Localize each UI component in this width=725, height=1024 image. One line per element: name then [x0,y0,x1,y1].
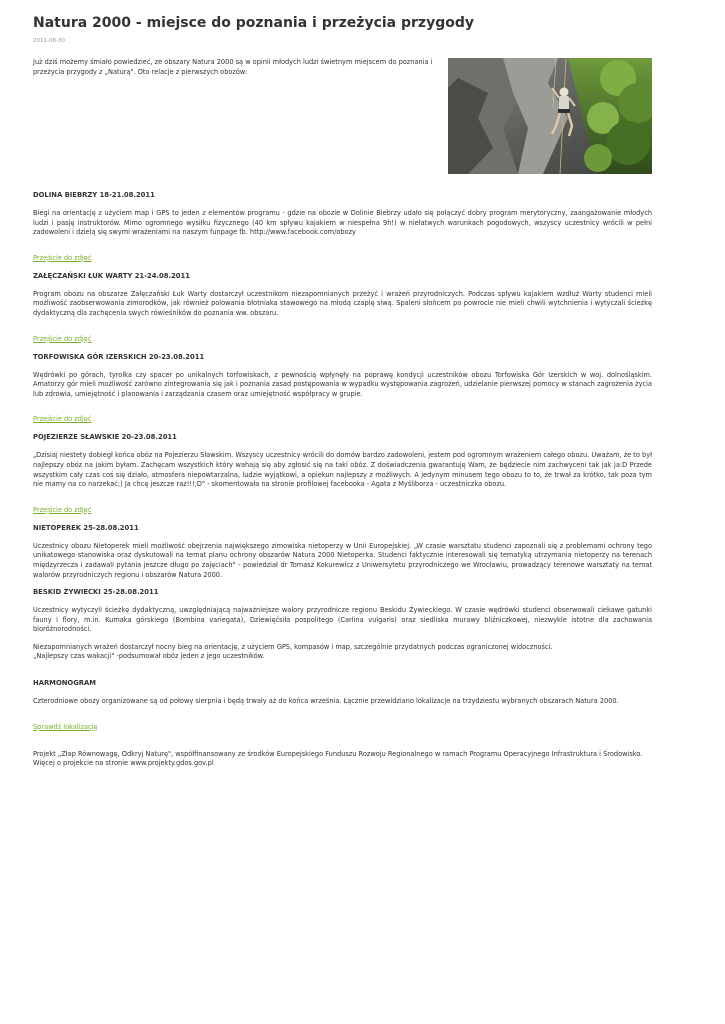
section-text: Uczestnicy wytyczyli ścieżkę dydaktyczną, uwzględniającą najważniejsze walory przyrodnicze regionu Beskidu Żywieckiego. W czasie wędrówki studenci obserwowali ciekawe gatunki fauny i flory, m.in. Kumaka górskiego (Bombina variegata), Dziewięćsiła pospolitego (Carlina vulgaris) oraz siedliska murawy bliźniczkowej, niezwykle istotne dla zachowania bioróżnorodności. [33,606,652,634]
footer-line-1: Projekt „Złap Równowagę, Odkryj Naturę", współfinansowany ze środków Europejskiego Funduszu Rozwoju Regionalnego w ramach Programu Operacyjnego Infrastruktura i Środowisko. [33,749,643,758]
section-title: POJEZIERZE SŁAWSKIE 20-23.08.2011 [33,433,177,442]
section-title: HARMONOGRAM [33,679,97,688]
section-harmonogram [33,679,652,733]
page-title: Natura 2000 - miejsce do poznania i przeżycia przygody [33,15,474,31]
project-footer [33,750,652,769]
section-title: TORFOWISKA GÓR IZERSKICH 20-23.08.2011 [33,352,205,361]
intro-paragraph: Już dziś możemy śmiało powiedzieć, ze obszary Natura 2000 są w opinii młodych ludzi świetnym miejscem do poznania i przeżycia przygody z „Naturą". Oto relacje z pierwszych obozów: [33,58,433,76]
climbing-photo-illustration [448,58,652,174]
content [33,191,652,769]
publish-date: 2011-08-30 [33,38,65,44]
section-nietoperek [33,524,652,580]
section-title: BESKID ŻYWIECKI 25-28.08.2011 [33,588,159,597]
section-title: NIETOPEREK 25-28.08.2011 [33,523,139,532]
article-photo [448,58,652,174]
section-text: Wędrówki po górach, tyrolka czy spacer po unikalnych torfowiskach, z pewnością wpłynęły na poprawę kondycji uczestników obozu Torfowiska Gór Izerskich w woj. dolnośląskim. Amatorzy gór mieli możliwość zarówno zintegrowania się jak i poznania zasad postępowania w wypadku występowania zagrożeń, udzielanie pierwszej pomocy w stanach zagrożenia życia lub zdrowia, umiejętność i planowania i zarządzania czasem oraz umiejętność współpracy w grupie. [33,370,652,398]
section-title: ZAŁĘCZAŃSKI ŁUK WARTY 21-24.08.2011 [33,271,190,280]
section-title: DOLINA BIEBRZY 18-21.08.2011 [33,191,155,199]
section-text-2: Niezapomnianych wrażeń dostarczył nocny bieg na orientację, z użyciem GPS, kompasów i map, szczególnie przydatnych podczas ograniczonej widoczności. [33,642,553,651]
photos-link[interactable]: Przejście do zdjęć [33,505,92,514]
photos-link[interactable]: Przejście do zdjęć [33,253,92,262]
section-text: Biegi na orientację z użyciem map i GPS to jeden z elementów programu - gdzie na obozie w Dolinie Biebrzy udało się połączyć dobry program merytoryczny, zaangażowanie młodych ludzi i pasję instruktorów. Mimo ogromnego wysiłku fizycznego (40 km spływu kajakiem w niespełna 9h!) w niełatwych warunkach pogodowych, wszyscy uczestnicy wrócili w pełni zadowoleni i dzielą się swymi wrażeniami na naszym funpage fb. http://www.facebook.com/obozy [33,209,652,237]
photos-link[interactable]: Przejście do zdjęć [33,415,92,424]
check-locations-link[interactable]: Sprawdź lokalizację [33,722,98,731]
section-dolina-biebrzy [33,191,652,264]
section-text: Program obozu na obszarze Załęczański Łuk Warty dostarczył uczestnikom niezapomnianych przeżyć i wrażeń przyrodniczych. Podczas spływu kajakiem wzdłuż Warty studenci mieli możliwość zaobserwowania zimorodków, jak również polowania błotniaka stawowego na młodą czaplę siwą. Spaleni słońcem po powrocie nie mieli chwili wytchnienia i wytyczali ścieżkę dydaktyczną dla zachęcenia swych rówieśników do poznania ww. obszaru. [33,289,652,317]
section-beskid-zywiecki [33,588,652,662]
section-text: „Dzisiaj niestety dobiegł końca obóz na Pojezierzu Sławskim. Wszyscy uczestnicy wrócili do domów bardzo zadowoleni, jestem pod ogromnym wrażeniem całego obozu. Uważam, że to był najlepszy obóz na jakim byłam. Zachęcam wszystkich który wahają się aby zgłosić się na taki obóz. Z doświadczenia gwarantuję Wam, że będziecie nim zachwyceni tak jak ja:D Przede wszystkim cały czas coś się działo, atmosfera niepowtarzalna, ludzie wyjątkowi, a opiekun najlepszy z możliwych. A jedynym minusem tego obozu to to, że trwał za krótko, tak poza tym nie mamy na co narzekać;) Ja chcę jeszcze raz!!!;D" - skomentowała na stronie profilowej facebooka - Agata z Myśliborza - uczestniczka obozu. [33,451,652,489]
section-text: Uczestnicy obozu Nietoperek mieli możliwość obejrzenia największego zimowiska nietoperzy w Unii Europejskiej. „W czasie warsztatu studenci zapoznali się z problemami ochrony tego unikatowego stanowiska oraz dyskutowali na temat planu ochrony obszarów Natura 2000 Nietoperka. Studenci faktycznie interesowali się tematyką utrzymania nietoperzy na terenach międzyrzecza i zadawali pytania jeszcze długo po zajęciach" - powiedział dr Tomasz Kokurewicz z Uniwersytetu przyrodniczego we Wrocławiu, prowadzący terenowe warsztaty na temat walorów przyrodniczych regionu i obszarów Natura 2000. [33,541,652,579]
footer-line-2: Więcej o projekcie na stronie www.projekty.gdos.gov.pl [33,759,214,768]
section-zaleczanski-luk-warty [33,272,652,345]
section-torfowiska [33,353,652,426]
photos-link[interactable]: Przejście do zdjęć [33,334,92,343]
section-text-3: „Najlepszy czas wakacji" -podsumował obóz jeden z jego uczestników. [33,652,265,661]
section-text: Czterodniowe obozy organizowane są od połowy sierpnia i będą trwały aż do końca września. Łącznie przewidziano lokalizacje na trzydziestu wybranych obszarach Natura 2000. [33,697,619,706]
section-pojezierze-slawskie [33,433,652,515]
